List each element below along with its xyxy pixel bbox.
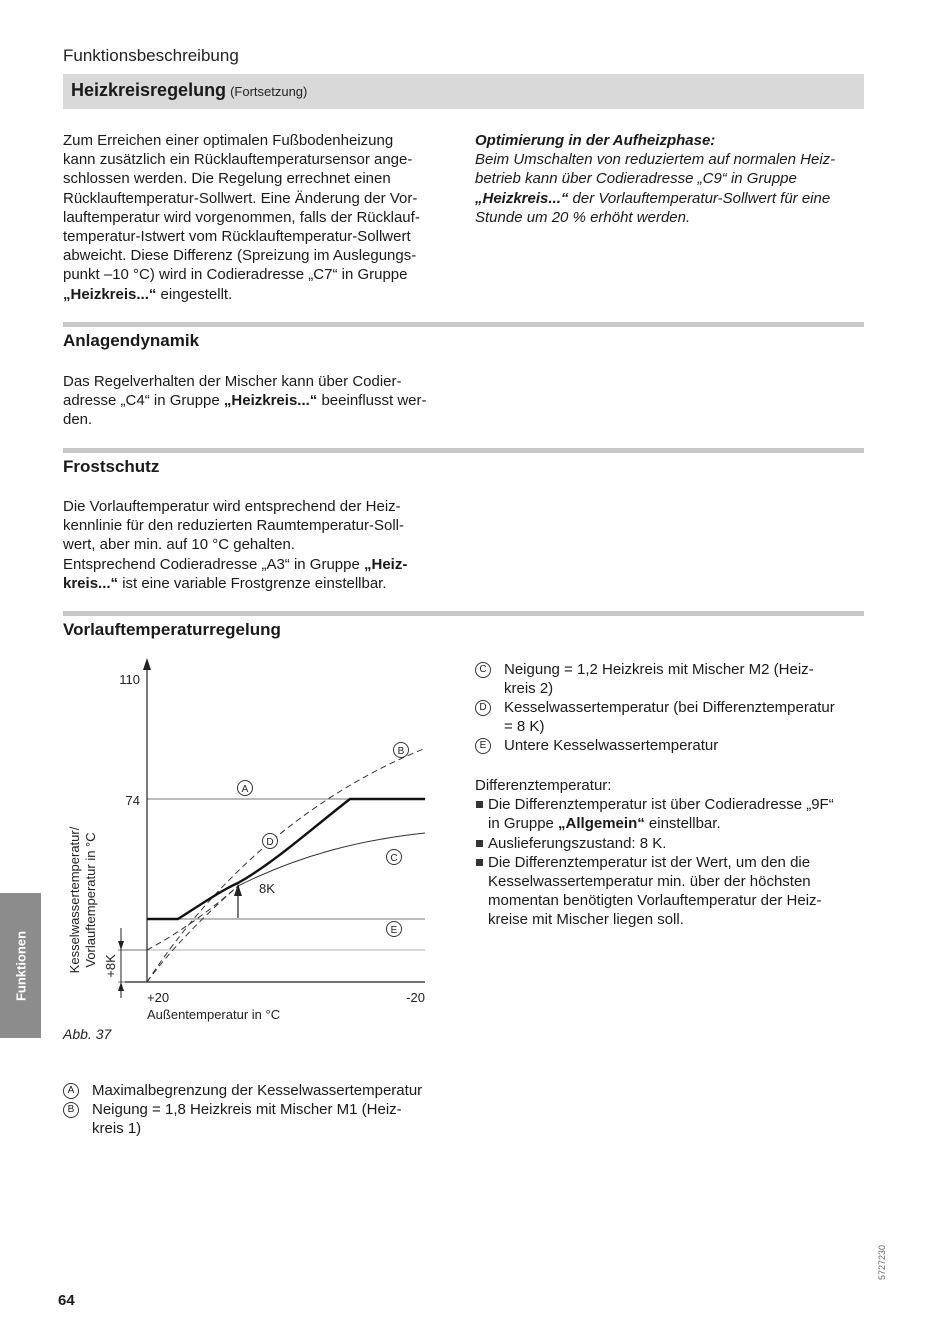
- text-line: Rücklauftemperatur-Sollwert. Eine Änderung der Vor-: [63, 189, 418, 207]
- legend-item-c: [475, 660, 875, 698]
- heading-vorlauf: Vorlauftemperaturregelung: [63, 620, 281, 639]
- text-line: [63, 574, 463, 593]
- text-line: Zum Erreichen einer optimalen Fußbodenheizung: [63, 132, 394, 149]
- text-line: betrieb kann über Codieradresse „C9“ in Gruppe: [475, 170, 797, 188]
- label-plus8k: +8K: [103, 954, 118, 978]
- curve-d-boiler: [147, 799, 425, 919]
- x-tick-plus20: +20: [147, 990, 170, 1005]
- arrow-8k-head: [234, 884, 242, 896]
- page-number: 64: [58, 1292, 75, 1309]
- title-bar: [63, 74, 864, 109]
- text-line: Das Regelverhalten der Mischer kann über Codier-: [63, 373, 402, 390]
- bold-group: „Heizkreis...“: [63, 285, 157, 303]
- text-line: Die Differenztemperatur ist der Wert, um den die: [488, 853, 811, 871]
- y-tick-110: 110: [119, 672, 140, 687]
- marker-c-letter: C: [390, 853, 398, 864]
- legend-marker: C: [475, 662, 491, 678]
- y-tick-74: 74: [125, 793, 140, 808]
- legend-text: Kesselwassertemperatur (bei Differenztemperatur: [504, 699, 835, 716]
- text-fragment: einstellbar.: [644, 815, 721, 833]
- bold-group: „Heiz-: [364, 555, 408, 573]
- bullet-item: [475, 795, 875, 833]
- marker-d-letter: D: [266, 837, 274, 848]
- legend-right: [475, 660, 875, 755]
- text-line: kreise mit Mischer liegen soll.: [488, 911, 684, 929]
- anlagendynamik-text: [63, 372, 463, 430]
- frostschutz-text: [63, 497, 463, 593]
- section-label: Funktionsbeschreibung: [63, 46, 239, 65]
- heating-curve-figure: [60, 650, 460, 1050]
- side-tab: [0, 893, 41, 1038]
- text-line: Beim Umschalten von reduziertem auf normalen Heiz-: [475, 151, 836, 169]
- text-line: [63, 555, 463, 574]
- document-number: 5727230: [877, 1244, 887, 1280]
- curve-c-dashed: [147, 886, 238, 982]
- legend-text: Neigung = 1,2 Heizkreis mit Mischer M2 (Heiz-: [504, 661, 814, 678]
- heading-text: Optimierung in der Aufheizphase:: [475, 132, 716, 149]
- text-fragment: der Vorlauftemperatur-Sollwert für eine: [568, 189, 831, 207]
- text-line: [63, 391, 463, 410]
- legend-text: kreis 2): [504, 680, 554, 697]
- legend-left: [63, 1081, 463, 1138]
- bold-group: „Heizkreis...“: [223, 392, 318, 410]
- text-line: abweicht. Diese Differenz (Spreizung im Auslegungs-: [63, 247, 417, 265]
- section-divider: [63, 322, 864, 327]
- legend-item-a: [63, 1081, 463, 1100]
- legend-marker: A: [63, 1083, 79, 1099]
- intro-right-text: [475, 131, 875, 227]
- text-line: Die Vorlauftemperatur wird entsprechend der Heiz-: [63, 498, 401, 515]
- text-fragment: beeinflusst wer-: [317, 392, 427, 410]
- y-axis-label-2: Vorlauftemperatur in °C: [83, 832, 98, 968]
- section-divider: [63, 611, 864, 616]
- legend-item-b: [63, 1100, 463, 1138]
- bold-group: kreis...“: [63, 574, 119, 592]
- legend-text: Untere Kesselwassertemperatur: [504, 737, 719, 754]
- heading-frostschutz: Frostschutz: [63, 457, 160, 476]
- legend-marker: B: [63, 1102, 79, 1118]
- legend-item-e: [475, 736, 875, 755]
- y-axis-label-1: Kesselwassertemperatur/: [67, 826, 82, 974]
- bullet-item: [475, 853, 875, 930]
- page-title: Heizkreisregelung: [71, 80, 227, 100]
- text-line: Die Differenztemperatur ist über Codieradresse „9F“: [488, 796, 834, 814]
- text-fragment: ist eine variable Frostgrenze einstellbar.: [118, 574, 387, 592]
- bold-group: „Allgemein“: [558, 815, 645, 833]
- figure-caption: Abb. 37: [63, 1026, 112, 1042]
- text-fragment: adresse „C4“ in Gruppe: [63, 392, 224, 410]
- intro-left-text: [63, 131, 463, 304]
- marker-b-letter: B: [397, 746, 405, 757]
- optimization-heading: [475, 131, 875, 150]
- bold-group: „Heizkreis...“: [475, 189, 569, 207]
- side-tab-label: Funktionen: [13, 930, 28, 1001]
- label-8k: 8K: [259, 881, 275, 896]
- x-axis-label: Außentemperatur in °C: [147, 1007, 281, 1022]
- text-line: temperatur-Istwert vom Rücklauftemperatur-Sollwert: [63, 228, 411, 246]
- text-line: schlossen werden. Die Regelung errechnet einen: [63, 170, 391, 188]
- legend-text: kreis 1): [92, 1120, 142, 1137]
- text-fragment: Entsprechend Codieradresse „A3“ in Gruppe: [63, 555, 364, 573]
- legend-marker: D: [475, 700, 491, 716]
- text-line: punkt –10 °C) wird in Codieradresse „C7“ in Gruppe: [63, 266, 408, 284]
- section-divider: [63, 448, 864, 453]
- heading-anlagendynamik: Anlagendynamik: [63, 331, 200, 350]
- text-line: wert, aber min. auf 10 °C gehalten.: [63, 536, 295, 554]
- marker-e-letter: E: [390, 925, 398, 936]
- text-line: Auslieferungszustand: 8 K.: [488, 834, 667, 852]
- text-line: [63, 285, 463, 304]
- text-line: momentan benötigten Vorlauftemperatur der Heiz-: [488, 892, 822, 910]
- diff-bullets: [475, 795, 875, 929]
- legend-item-d: [475, 698, 875, 736]
- text-line: lauftemperatur wird vorgenommen, falls der Rücklauf-: [63, 208, 420, 226]
- dim-8k-arrow-bottom: [118, 982, 124, 991]
- diff-heading: Differenztemperatur:: [475, 777, 612, 794]
- y-axis-arrow: [143, 658, 151, 670]
- text-line: Kesselwassertemperatur min. über der höchsten: [488, 873, 811, 891]
- bullet-item: [475, 834, 875, 853]
- legend-text: = 8 K): [504, 718, 545, 735]
- marker-a-letter: A: [241, 784, 249, 795]
- text-line: [475, 189, 875, 208]
- dim-8k-arrow-top: [118, 941, 124, 950]
- text-line: [488, 814, 875, 833]
- diff-section: [475, 776, 875, 930]
- text-line: kann zusätzlich ein Rücklauftemperatursensor ange-: [63, 151, 413, 169]
- legend-text: Maximalbegrenzung der Kesselwassertemperatur: [92, 1082, 423, 1099]
- page-subtitle: (Fortsetzung): [230, 84, 308, 99]
- x-tick-minus20: -20: [406, 990, 425, 1005]
- text-fragment: eingestellt.: [156, 285, 233, 303]
- text-line: Stunde um 20 % erhöht werden.: [475, 208, 691, 226]
- legend-marker: E: [475, 738, 491, 754]
- text-fragment: in Gruppe: [488, 815, 559, 833]
- legend-text: Neigung = 1,8 Heizkreis mit Mischer M1 (Heiz-: [92, 1101, 402, 1118]
- text-line: kennlinie für den reduzierten Raumtemperatur-Soll-: [63, 517, 405, 535]
- text-line: den.: [63, 411, 93, 429]
